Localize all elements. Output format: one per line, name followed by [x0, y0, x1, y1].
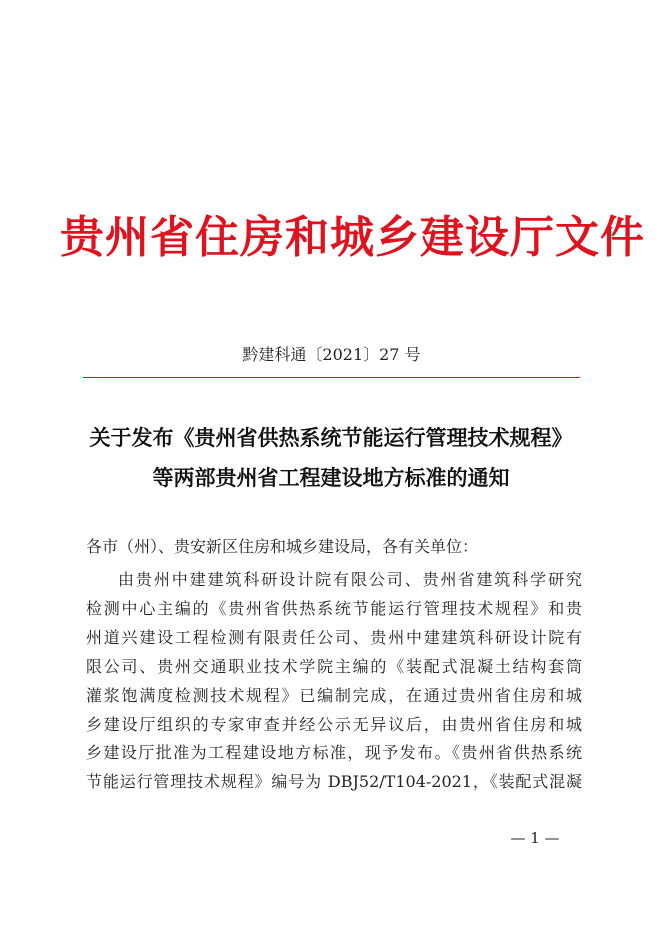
red-divider-line [83, 377, 580, 378]
body-line: 节能运行管理技术规程》编号为 DBJ52/T104-2021，《装配式混凝 [86, 772, 582, 792]
body-line: 检测中心主编的《贵州省供热系统节能运行管理技术规程》和贵 [86, 598, 582, 618]
notice-title-line: 等两部贵州省工程建设地方标准的通知 [152, 465, 510, 490]
body-line: 限公司、贵州交通职业技术学院主编的《装配式混凝土结构套筒 [86, 656, 582, 676]
issuer-header: 贵州省住房和城乡建设厅文件 [60, 212, 645, 263]
document-number: 黔建科通〔2021〕27 号 [242, 345, 421, 364]
body-line: 灌浆饱满度检测技术规程》已编制完成，在通过贵州省住房和城 [86, 685, 582, 705]
notice-title-line: 关于发布《贵州省供热系统节能运行管理技术规程》 [89, 425, 573, 450]
body-line: 乡建设厅组织的专家审查并经公示无异议后，由贵州省住房和城 [86, 714, 582, 734]
body-line: 州道兴建设工程检测有限责任公司、贵州中建建筑科研设计院有 [86, 627, 582, 647]
page-number: — 1 — [510, 829, 560, 847]
body-line: 由贵州中建建筑科研设计院有限公司、贵州省建筑科学研究 [118, 570, 582, 589]
salutation: 各市（州）、贵安新区住房和城乡建设局，各有关单位： [86, 537, 479, 556]
body-paragraph [86, 566, 582, 797]
notice-title [70, 418, 592, 498]
body-line: 乡建设厅批准为工程建设地方标准，现予发布。《贵州省供热系统 [86, 743, 582, 763]
